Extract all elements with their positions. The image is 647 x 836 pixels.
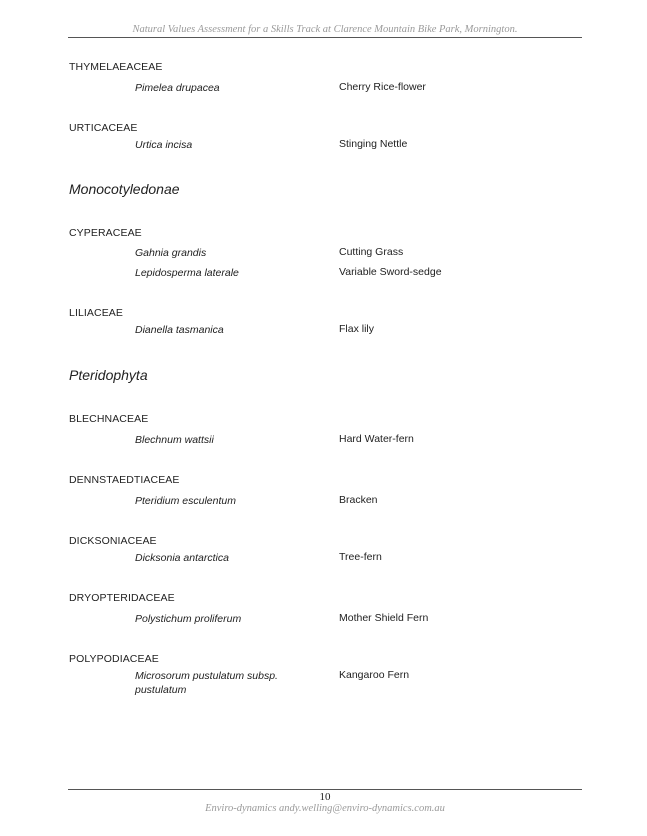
common-name: Tree-fern [339,551,382,563]
footer-divider [68,789,582,790]
family-name: POLYPODIACEAE [69,653,159,665]
species-name: Pimelea drupacea [135,82,220,94]
species-name-line: pustulatum [135,684,187,696]
header-divider [68,37,582,38]
page-number: 10 [319,791,331,803]
species-name: Gahnia grandis [135,247,207,259]
common-name: Stinging Nettle [339,138,408,150]
common-name: Kangaroo Fern [339,669,410,681]
common-name: Cutting Grass [339,246,404,258]
group-heading: Pteridophyta [69,367,148,383]
family-name: DICKSONIACEAE [69,535,157,547]
species-name: Pteridium esculentum [135,495,236,507]
family-name: LILIACEAE [69,307,124,319]
family-name: BLECHNACEAE [69,413,149,425]
family-name: THYMELAEACEAE [69,61,163,73]
page-footer-text: Enviro-dynamics andy.welling@enviro-dynamics.com.au [205,803,445,814]
common-name: Cherry Rice-flower [339,81,426,93]
common-name: Hard Water-fern [339,433,414,445]
family-name: DRYOPTERIDACEAE [69,592,175,604]
common-name: Variable Sword-sedge [339,266,442,278]
common-name: Flax lily [339,323,375,335]
species-name: Urtica incisa [135,139,193,151]
species-name: Dianella tasmanica [135,324,224,336]
group-heading: Monocotyledonae [69,181,180,197]
species-name-line: Microsorum pustulatum subsp. [135,670,278,682]
family-name: URTICACEAE [69,122,138,134]
species-name: Blechnum wattsii [135,434,214,446]
species-name [135,669,315,697]
common-name: Mother Shield Fern [339,612,429,624]
species-name: Lepidosperma laterale [135,267,239,279]
page-header-text: Natural Values Assessment for a Skills Track at Clarence Mountain Bike Park, Mornington. [132,24,518,35]
species-name: Dicksonia antarctica [135,552,229,564]
common-name: Bracken [339,494,378,506]
family-name: DENNSTAEDTIACEAE [69,474,180,486]
family-name: CYPERACEAE [69,227,142,239]
species-name: Polystichum proliferum [135,613,242,625]
